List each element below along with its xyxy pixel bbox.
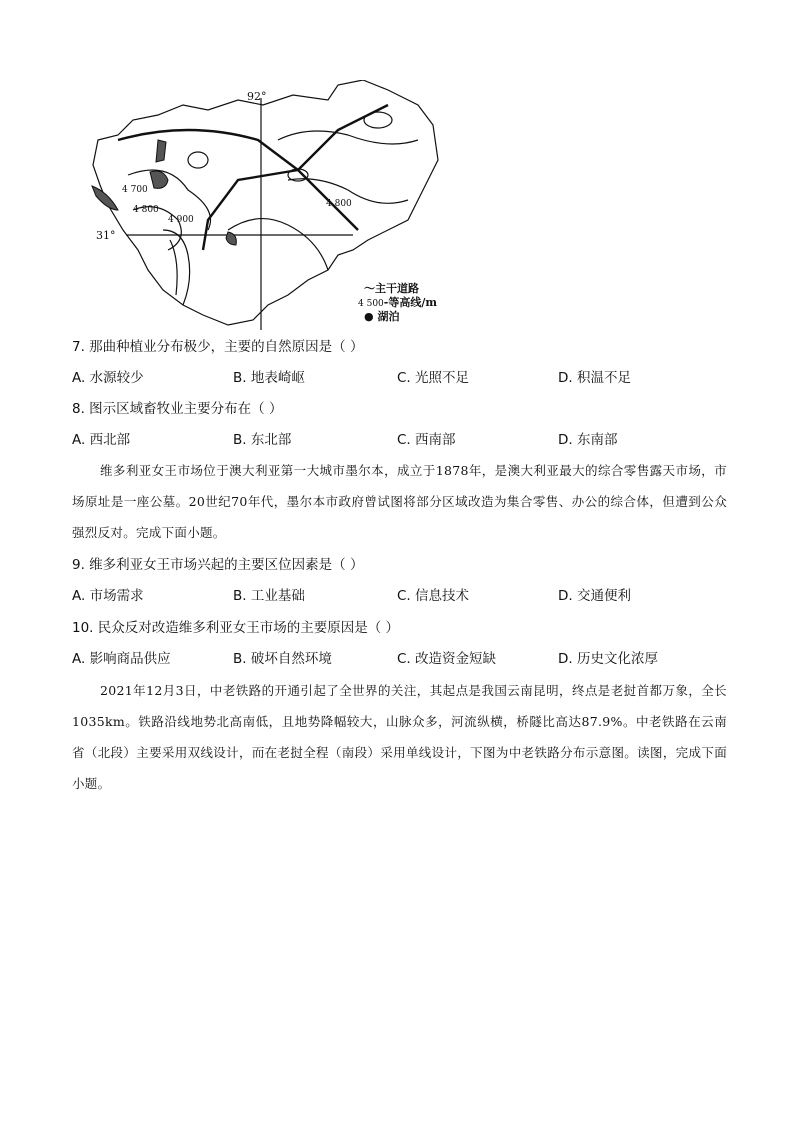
passage-china-laos-railway: 2021年12月3日，中老铁路的开通引起了全世界的关注，其起点是我国云南昆明，终点是老挝首都万象，全长1035km。铁路沿线地势北高南低，且地势降幅较大，山脉众多，河流纵横，桥隧比高达87.9%。中老铁路在云南省（北段）主要采用双线设计，而在老挝全程（南段）采用单线设计，下图为中老铁路分布示意图。读图，完成下面小题。 [72, 683, 727, 791]
contour-label: 4 800 [133, 205, 159, 215]
longitude-label: 92° [247, 90, 267, 103]
contour-label: 4 700 [122, 185, 148, 195]
lake [156, 140, 166, 162]
option-8d[interactable]: D. 东南部 [558, 432, 618, 448]
road-icon: 〜 [364, 282, 375, 295]
question-8: 8. 图示区域畜牧业主要分布在（ ） [72, 401, 283, 417]
option-8b[interactable]: B. 东北部 [233, 432, 292, 448]
contour-line [278, 131, 418, 144]
lake [226, 232, 236, 245]
option-9c[interactable]: C. 信息技术 [397, 588, 470, 604]
option-8c[interactable]: C. 西南部 [397, 432, 456, 448]
option-9b[interactable]: B. 工业基础 [233, 588, 305, 604]
lake [92, 186, 118, 210]
contour-label: 4 800 [326, 199, 352, 209]
contour-line [188, 152, 208, 168]
question-9: 9. 维多利亚女王市场兴起的主要区位因素是（ ） [72, 557, 364, 573]
contour-line [228, 219, 328, 270]
option-10c[interactable]: C. 改造资金短缺 [397, 651, 497, 667]
option-9d[interactable]: D. 交通便利 [558, 588, 631, 604]
option-8a[interactable]: A. 西北部 [72, 432, 131, 448]
question-10: 10. 民众反对改造维多利亚女王市场的主要原因是（ ） [72, 620, 400, 636]
option-7a[interactable]: A. 水源较少 [72, 370, 144, 386]
lake [150, 171, 168, 188]
option-7b[interactable]: B. 地表崎岖 [233, 370, 305, 386]
option-10d[interactable]: D. 历史文化浓厚 [558, 651, 658, 667]
legend-contour: 4 500-等高线/m [358, 296, 438, 309]
question-7: 7. 那曲种植业分布极少，主要的自然原因是（ ） [72, 339, 364, 355]
legend-road: 〜主干道路 [364, 282, 419, 295]
passage-victoria-market: 维多利亚女王市场位于澳大利亚第一大城市墨尔本，成立于1878年，是澳大利亚最大的综合零售露天市场，市场原址是一座公墓。20世纪70年代，墨尔本市政府曾试图将部分区域改造为集合零售、办公的综合体，但遭到公众强烈反对。完成下面小题。 [72, 463, 727, 540]
road [203, 170, 298, 250]
option-10b[interactable]: B. 破坏自然环境 [233, 651, 332, 667]
lake-icon: ● [364, 310, 374, 323]
option-10a[interactable]: A. 影响商品供应 [72, 651, 171, 667]
option-9a[interactable]: A. 市场需求 [72, 588, 144, 604]
contour-label: 4 900 [168, 215, 194, 225]
legend-lake: ● 湖泊 [364, 310, 400, 323]
latitude-label: 31° [96, 229, 116, 242]
option-7c[interactable]: C. 光照不足 [397, 370, 470, 386]
option-7d[interactable]: D. 积温不足 [558, 370, 631, 386]
